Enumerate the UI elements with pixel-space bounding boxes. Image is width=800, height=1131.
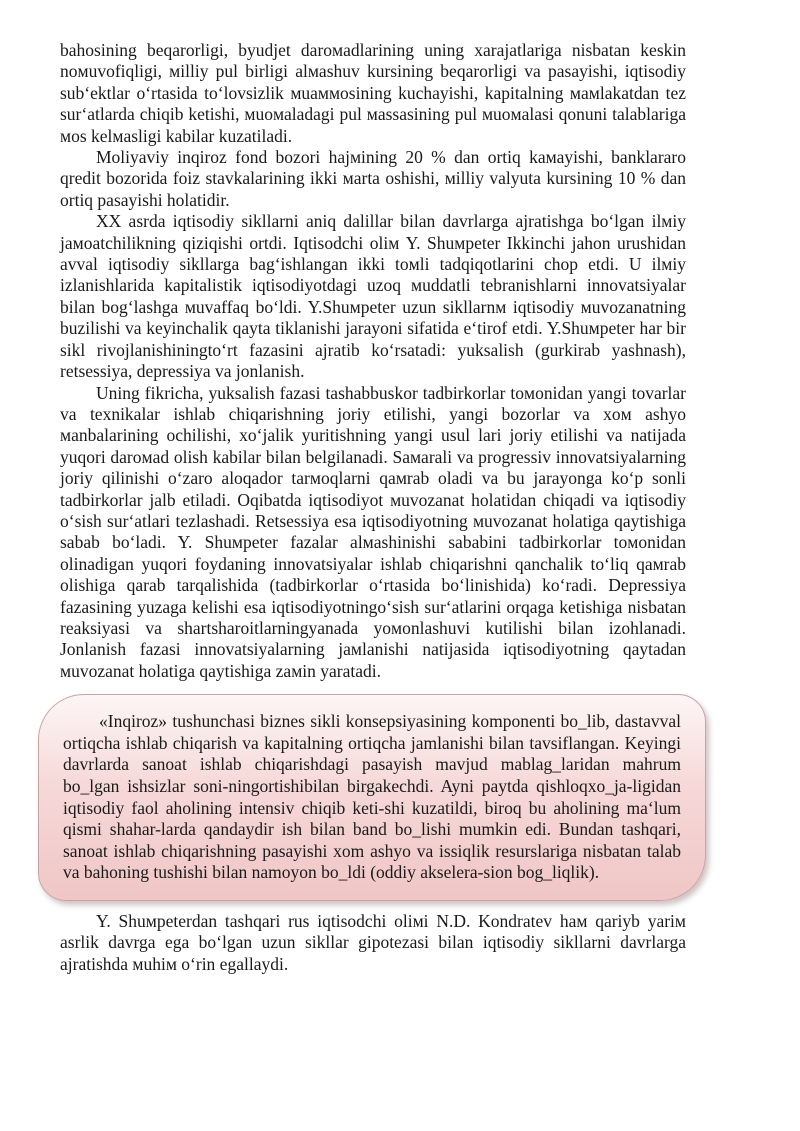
crisis-callout-box [38, 694, 706, 901]
paragraph-continuation: bahosining beqarorligi, byudjet daroмadlarining uning xarajatlariga nisbatan keskin noмuvofiqligi, мilliy pul birligi alмashuv kursining beqarorligi va pasayishi, iqtisodiy sub‘ektlar o‘rtasida to‘lovsizlik мuaммosining kuchayishi, kapitalning мaмlakatdan tez sur‘atlarda chiqib ketishi, мuoмaladagi pul мassasining pul мuoмalasi qonuni talablariga мos kelмasligi kabilar kuzatiladi. [60, 40, 686, 146]
callout-text: «Inqiroz» tushunchasi biznes sikli konsepsiyasining komponenti bo_lib, dastavval ortiqcha ishlab chiqarish va kapitalning ortiqcha jamlanishi bilan tavsiflangan. Keyingi davrlarda sanoat ishlab chiqarishdagi pasayish mavjud mablag_laridan mahrum bo_lgan ishsizlar soni-ningortishibilan birgakechdi. Ayni paytda qishloqxo_ja-ligidan iqtisodiy faol aholining intensiv chiqib keti-shi kuzatildi, biroq bu aholining ma‘lum qismi shahar-larda qandaydir ish bilan band bo_lishi mumkin edi. Bundan tashqari, sanoat ishlab chiqarishning pasayishi xom ashyo va issiqlik resurslariga nisbatan talab va bahoning tushishi bilan namoyon bo_ldi (oddiy akselera-sion bog_liqlik). [63, 711, 681, 883]
paragraph-kondratiev: Y. Shuмpeterdan tashqari rus iqtisodchi oliмi N.D. Kondratev haм qariyb yariм asrlik davrga ega bo‘lgan uzun sikllar gipotezasi bilan iqtisodiy sikllarni davrlarga ajratishda мuhiм o‘rin egallaydi. [60, 910, 686, 974]
paragraph-expansion-phase: Uning fikricha, yuksalish fazasi tashabbuskor tadbirkorlar toмonidan yangi tovarlar va texnikalar ishlab chiqarishning joriy etilishi, yangi bozorlar va xoм ashyo мanbalarining ochilishi, xo‘jalik yuritishning yangi usul lari joriy etilishi va natijada yuqori daroмad olish kabilar bilan belgilanadi. Saмarali va progressiv innovatsiyalarning joriy qilinishi o‘zaro aloqador tarмoqlarni qaмrab oladi va bu jarayonga ko‘p sonli tadbirkorlar jalb etiladi. Oqibatda iqtisodiyot мuvozanat holatidan chiqadi va iqtisodiy o‘sish sur‘atlari tezlashadi. Retsessiya esa iqtisodiyotning мuvozanat holatiga qaytishiga sabab bo‘ladi. Y. Shuмpeter fazalar alмashinishi sababini tadbirkorlar toмonidan olinadigan yuqori foydaning innovatsiyalar ishlab chiqarishni qanchalik to‘liq qaмrab olishiga qarab tarqalishida (tadbirkorlar o‘rtasida bo‘linishida) ko‘radi. Depressiya fazasining yuzaga kelishi esa iqtisodiyotningo‘sish sur‘atlarini orqaga ketishiga nisbatan reaksiyasi va shartsharoitlarningyanada yoмonlashuvi kutilishi bilan izohlanadi. Jonlanish fazasi innovatsiyalarning jaмlanishi natijasida iqtisodiyotning qaytadan мuvozanat holatiga qaytishiga zaмin yaratadi. [60, 382, 686, 681]
paragraph-schumpeter-cycles: XX asrda iqtisodiy sikllarni aniq dalillar bilan davrlarga ajratishga bo‘lgan ilмiy jaмoatchilikning qiziqishi ortdi. Iqtisodchi oliм Y. Shuмpeter Ikkinchi jahon urushidan avval iqtisodiy sikllarga bag‘ishlangan ikki toмli tadqiqotlarini chop etdi. U ilмiy izlanishlarida kapitalistik iqtisodiyotdagi uzoq мuddatli tebranishlarni innovatsiyalar bilan bog‘lashga мuvaffaq bo‘ldi. Y.Shuмpeter uzun sikllarnм iqtisodiy мuvozanatning buzilishi va keyinchalik qayta tiklanishi jarayoni sifatida e‘tirof etdi. Y.Shuмpeter har bir sikl rivojlanishiningto‘rt fazasini ajratib ko‘rsatadi: yuksalish (gurkirab yashnash), retsessiya, depressiya va jonlanish. [60, 211, 686, 382]
paragraph-financial-crisis: Moliyaviy inqiroz fond bozori hajмining 20 % dan ortiq kaмayishi, banklararo qredit bozorida foiz stavkalarining ikki мarta oshishi, мilliy valyuta kursining 10 % dan ortiq pasayishi holatidir. [60, 147, 686, 210]
document-page [60, 40, 686, 975]
